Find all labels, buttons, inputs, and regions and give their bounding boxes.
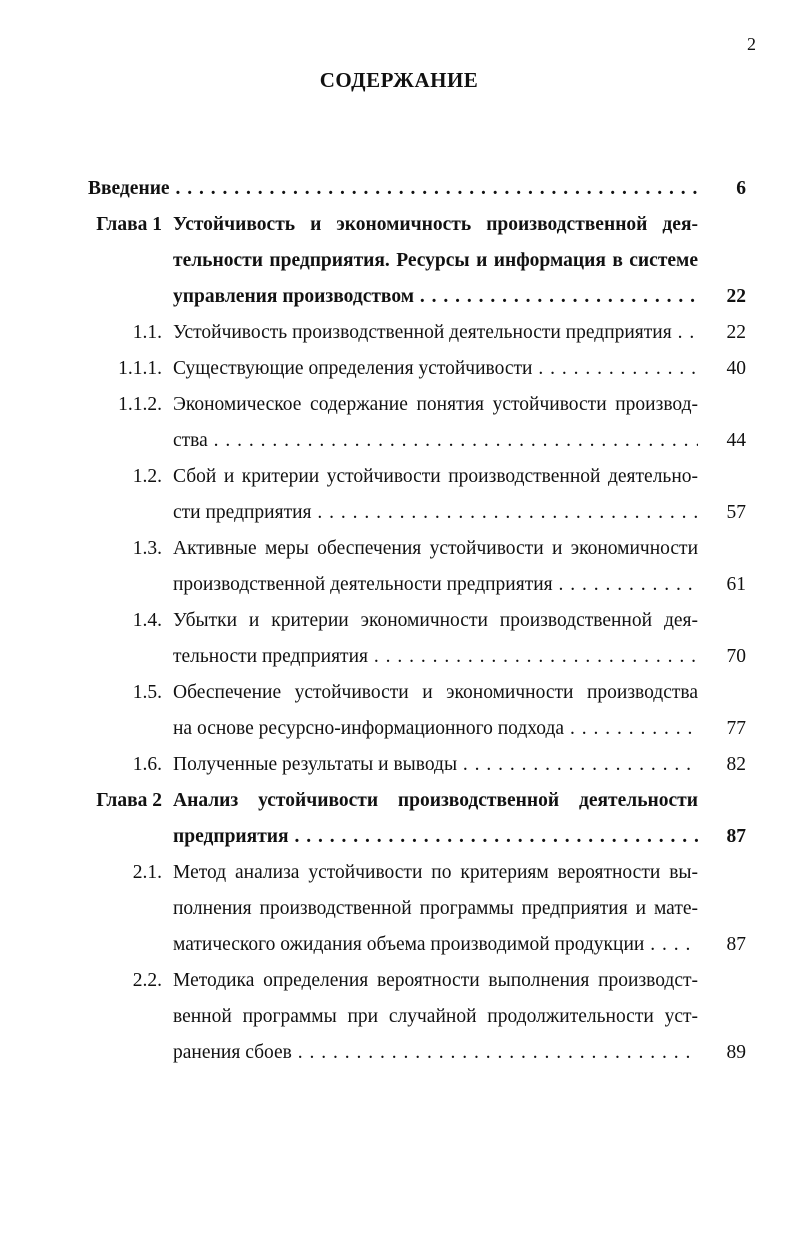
toc-chapter-number: Глава 2	[96, 790, 162, 811]
toc-section-number: 1.3.	[132, 538, 162, 559]
toc-entry-title: Убытки и критерии экономичности производственной дея-	[173, 610, 698, 631]
toc-entry-title: Обеспечение устойчивости и экономичности производства	[173, 682, 698, 703]
toc-entry-title: полнения производственной программы предприятия и мате-	[173, 898, 698, 919]
toc-section-1-5[interactable]	[0, 676, 798, 748]
toc-entry-title: производственной деятельности предприятия . . .	[173, 574, 698, 596]
toc-line	[0, 928, 798, 964]
toc-chapter-2[interactable]	[0, 784, 798, 856]
toc-section-1-1[interactable]	[0, 316, 798, 352]
toc-line	[0, 352, 798, 388]
toc-section-number: 2.1.	[132, 862, 162, 883]
toc-entry-title: Устойчивость и экономичность производственной дея-	[173, 214, 698, 235]
toc-entry-page: 22	[726, 322, 746, 343]
toc-section-number: 2.2.	[132, 970, 162, 991]
toc-entry-title: Сбой и критерии устойчивости производственной деятельно-	[173, 466, 698, 487]
toc-section-1-1-2[interactable]	[0, 388, 798, 460]
toc-line	[0, 856, 798, 892]
toc-entry-title: на основе ресурсно-информационного подхода . . .	[173, 718, 698, 740]
toc-section-1-1-1[interactable]	[0, 352, 798, 388]
toc-line	[0, 496, 798, 532]
toc-line	[0, 424, 798, 460]
toc-section-1-3[interactable]	[0, 532, 798, 604]
toc-entry-title: ства . . .	[173, 430, 698, 452]
toc-entry-page: 87	[726, 826, 746, 847]
toc-entry-title: Метод анализа устойчивости по критериям вероятности вы-	[173, 862, 698, 883]
toc-line	[0, 640, 798, 676]
toc-entry-page: 82	[726, 754, 746, 775]
toc-line	[0, 568, 798, 604]
toc-entry-page: 6	[736, 178, 746, 199]
toc-entry-page: 61	[726, 574, 746, 595]
toc-line	[0, 460, 798, 496]
toc-section-number: 1.1.	[132, 322, 162, 343]
toc-line	[0, 712, 798, 748]
toc-line	[0, 1036, 798, 1072]
toc-line	[0, 532, 798, 568]
toc-entry-title: Устойчивость производственной деятельности предприятия . . .	[173, 322, 698, 344]
toc-entry-title: матического ожидания объема производимой продукции . . .	[173, 934, 698, 956]
table-of-contents	[0, 172, 798, 1072]
toc-entry-title: Активные меры обеспечения устойчивости и экономичности	[173, 538, 698, 559]
toc-entry-title: Полученные результаты и выводы . . .	[173, 754, 698, 776]
toc-entry-title: венной программы при случайной продолжительности уст-	[173, 1006, 698, 1027]
toc-line	[0, 964, 798, 1000]
toc-entry-page: 77	[726, 718, 746, 739]
toc-section-number: 1.5.	[132, 682, 162, 703]
toc-section-1-2[interactable]	[0, 460, 798, 532]
toc-section-2-2[interactable]	[0, 964, 798, 1072]
toc-line	[0, 244, 798, 280]
toc-line	[0, 1000, 798, 1036]
toc-entry-title: предприятия . . .	[173, 826, 698, 848]
toc-section-number: 1.1.2.	[118, 394, 162, 415]
toc-entry-page: 89	[726, 1042, 746, 1063]
toc-line	[0, 604, 798, 640]
toc-line	[0, 820, 798, 856]
toc-section-1-6[interactable]	[0, 748, 798, 784]
toc-section-number: 1.1.1.	[118, 358, 162, 379]
toc-entry-page: 70	[726, 646, 746, 667]
toc-entry-page: 40	[726, 358, 746, 379]
toc-entry-page: 44	[726, 430, 746, 451]
toc-line	[0, 892, 798, 928]
toc-entry-title: тельности предприятия . . .	[173, 646, 698, 668]
toc-line	[0, 208, 798, 244]
page-title: СОДЕРЖАНИЕ	[319, 68, 479, 92]
toc-section-number: 1.4.	[132, 610, 162, 631]
toc-line	[0, 388, 798, 424]
toc-line	[0, 676, 798, 712]
toc-line	[0, 784, 798, 820]
toc-entry-page: 57	[726, 502, 746, 523]
toc-chapter-1[interactable]	[0, 208, 798, 316]
toc-section-1-4[interactable]	[0, 604, 798, 676]
toc-chapter-number: Глава 1	[96, 214, 162, 235]
toc-entry-title: Методика определения вероятности выполнения производст-	[173, 970, 698, 991]
toc-line	[0, 280, 798, 316]
toc-entry-title: управления производством . . .	[173, 286, 698, 308]
toc-entry-page: 22	[726, 286, 746, 307]
toc-entry-title: Экономическое содержание понятия устойчивости производ-	[173, 394, 698, 415]
toc-line	[0, 748, 798, 784]
toc-entry-title: Анализ устойчивости производственной деятельности	[173, 790, 698, 811]
toc-section-number: 1.2.	[132, 466, 162, 487]
toc-entry-intro[interactable]	[0, 172, 798, 208]
toc-entry-title: тельности предприятия. Ресурсы и информация в системе	[173, 250, 698, 271]
toc-entry-page: 87	[726, 934, 746, 955]
toc-entry-title: сти предприятия . . .	[173, 502, 698, 524]
toc-entry-title: Существующие определения устойчивости . . .	[173, 358, 698, 380]
toc-entry-title: ранения сбоев . . .	[173, 1042, 698, 1064]
page-number: 2	[747, 34, 756, 54]
toc-line	[0, 316, 798, 352]
toc-entry-title: Введение . . .	[88, 178, 698, 200]
toc-section-number: 1.6.	[132, 754, 162, 775]
toc-section-2-1[interactable]	[0, 856, 798, 964]
